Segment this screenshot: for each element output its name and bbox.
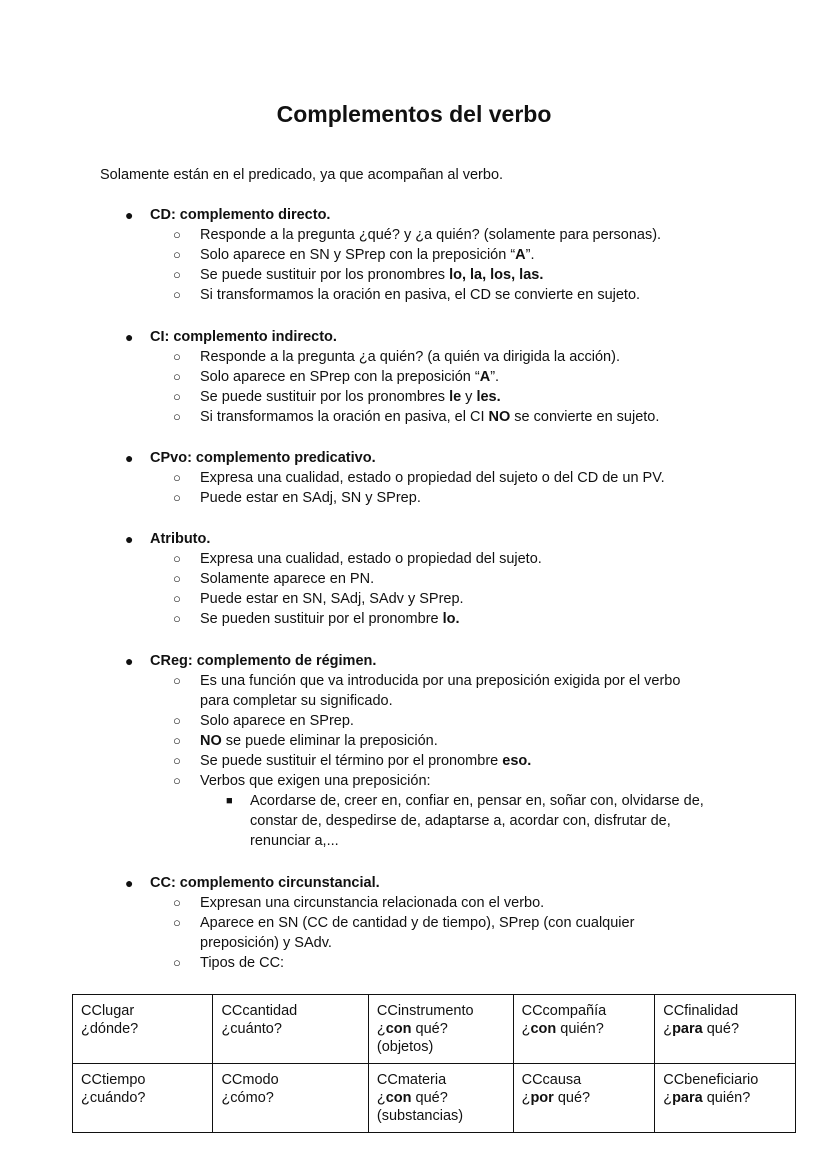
section-heading: CReg: complemento de régimen. [150, 653, 377, 669]
cc-type-question: ¿con quién? [521, 1021, 604, 1037]
bullet-circle-icon: ○ [173, 955, 181, 970]
bullet-square-icon: ■ [226, 795, 233, 807]
bullet-circle-icon: ○ [173, 915, 181, 930]
bullet-circle-icon: ○ [173, 349, 181, 364]
list-item: Se pueden sustituir por el pronombre lo. [200, 611, 460, 627]
bullet-disc-icon: ● [125, 329, 134, 345]
cc-type-name: CCmodo [221, 1072, 279, 1088]
cc-type-question: ¿cuánto? [221, 1021, 282, 1037]
bullet-circle-icon: ○ [173, 227, 181, 242]
bullet-circle-icon: ○ [173, 773, 181, 788]
table-cell [655, 1064, 796, 1133]
cc-type-question: ¿para qué? [663, 1021, 740, 1037]
list-item: Se puede sustituir el término por el pronombre eso. [200, 753, 532, 769]
cc-type-question: ¿con qué? [376, 1021, 448, 1037]
table-cell [73, 995, 213, 1064]
bullet-circle-icon: ○ [173, 369, 181, 384]
bullet-circle-icon: ○ [173, 591, 181, 606]
list-item: Solamente aparece en PN. [200, 571, 375, 587]
cc-type-question: ¿por qué? [521, 1090, 591, 1106]
cc-type-name: CCtiempo [81, 1072, 146, 1088]
cc-type-question: ¿con qué? [376, 1090, 448, 1106]
list-item: Expresa una cualidad, estado o propiedad del sujeto o del CD de un PV. [200, 470, 665, 486]
list-item: Puede estar en SN, SAdj, SAdv y SPrep. [200, 591, 464, 607]
table-cell [73, 1064, 213, 1133]
table-cell [213, 995, 368, 1064]
bullet-circle-icon: ○ [173, 409, 181, 424]
bullet-circle-icon: ○ [173, 490, 181, 505]
list-item: Se puede sustituir por los pronombres lo, la, los, las. [200, 267, 544, 283]
bullet-disc-icon: ● [125, 875, 134, 891]
table-cell [513, 1064, 655, 1133]
bullet-circle-icon: ○ [173, 673, 181, 688]
list-item: Si transformamos la oración en pasiva, el CI NO se convierte en sujeto. [200, 409, 660, 425]
cc-type-name: CCfinalidad [663, 1003, 739, 1019]
bullet-circle-icon: ○ [173, 571, 181, 586]
intro-paragraph: Solamente están en el predicado, ya que acompañan al verbo. [100, 167, 504, 183]
list-item: Responde a la pregunta ¿a quién? (a quién va dirigida la acción). [200, 349, 620, 365]
bullet-circle-icon: ○ [173, 267, 181, 282]
bullet-disc-icon: ● [125, 653, 134, 669]
cc-type-question: ¿cuándo? [81, 1090, 146, 1106]
bullet-circle-icon: ○ [173, 733, 181, 748]
table-cell [513, 995, 655, 1064]
cc-type-question: ¿dónde? [81, 1021, 139, 1037]
list-item: Puede estar en SAdj, SN y SPrep. [200, 490, 421, 506]
list-item: Solo aparece en SPrep con la preposición “A”. [200, 369, 500, 385]
list-item: Es una función que va introducida por una preposición exigida por el verbo para completar su significado. [200, 673, 681, 709]
list-item: Expresan una circunstancia relacionada con el verbo. [200, 895, 545, 911]
list-item: Solo aparece en SPrep. [200, 713, 354, 729]
bullet-disc-icon: ● [125, 531, 134, 547]
cc-types-table [72, 994, 796, 1133]
cc-type-name: CCcantidad [221, 1003, 298, 1019]
bullet-circle-icon: ○ [173, 470, 181, 485]
list-item: NO se puede eliminar la preposición. [200, 733, 438, 749]
cc-type-name: CCmateria [376, 1072, 447, 1088]
list-item: Solo aparece en SN y SPrep con la preposición “A”. [200, 247, 535, 263]
section-heading: CPvo: complemento predicativo. [150, 450, 376, 466]
cc-type-question: ¿cómo? [221, 1090, 274, 1106]
table-cell [213, 1064, 368, 1133]
list-item: Acordarse de, creer en, confiar en, pensar en, soñar con, olvidarse de, constar de, despedirse de, adaptarse a, acordar con, disfrutar de, renunciar a,... [250, 793, 704, 849]
table-row [73, 995, 796, 1064]
bullet-disc-icon: ● [125, 207, 134, 223]
table-cell [368, 995, 513, 1064]
bullet-circle-icon: ○ [173, 389, 181, 404]
cc-type-name: CCbeneficiario [663, 1072, 759, 1088]
cc-type-note: (substancias) [376, 1108, 464, 1124]
list-item: Si transformamos la oración en pasiva, el CD se convierte en sujeto. [200, 287, 641, 303]
bullet-circle-icon: ○ [173, 611, 181, 626]
bullet-circle-icon: ○ [173, 753, 181, 768]
section-heading: CD: complemento directo. [150, 207, 331, 223]
bullet-circle-icon: ○ [173, 713, 181, 728]
cc-type-question: ¿para quién? [663, 1090, 751, 1106]
list-item: Verbos que exigen una preposición: [200, 773, 431, 789]
list-item: Se puede sustituir por los pronombres le y les. [200, 389, 501, 405]
table-cell [368, 1064, 513, 1133]
bullet-circle-icon: ○ [173, 551, 181, 566]
list-item: Aparece en SN (CC de cantidad y de tiempo), SPrep (con cualquier preposición) y SAdv. [200, 915, 635, 951]
page-title: Complementos del verbo [276, 101, 552, 127]
cc-type-name: CCinstrumento [376, 1003, 474, 1019]
list-item: Expresa una cualidad, estado o propiedad del sujeto. [200, 551, 542, 567]
section-heading: CC: complemento circunstancial. [150, 875, 380, 891]
bullet-circle-icon: ○ [173, 287, 181, 302]
list-item: Responde a la pregunta ¿qué? y ¿a quién? (solamente para personas). [200, 227, 662, 243]
list-item: Tipos de CC: [200, 955, 285, 971]
bullet-circle-icon: ○ [173, 247, 181, 262]
table-row [73, 1064, 796, 1133]
cc-type-name: CCcompañía [521, 1003, 607, 1019]
table-cell [655, 995, 796, 1064]
cc-type-name: CClugar [81, 1003, 135, 1019]
bullet-disc-icon: ● [125, 450, 134, 466]
cc-type-name: CCcausa [521, 1072, 582, 1088]
section-heading: CI: complemento indirecto. [150, 329, 337, 345]
cc-type-note: (objetos) [376, 1039, 434, 1055]
bullet-circle-icon: ○ [173, 895, 181, 910]
section-heading: Atributo. [150, 531, 211, 547]
